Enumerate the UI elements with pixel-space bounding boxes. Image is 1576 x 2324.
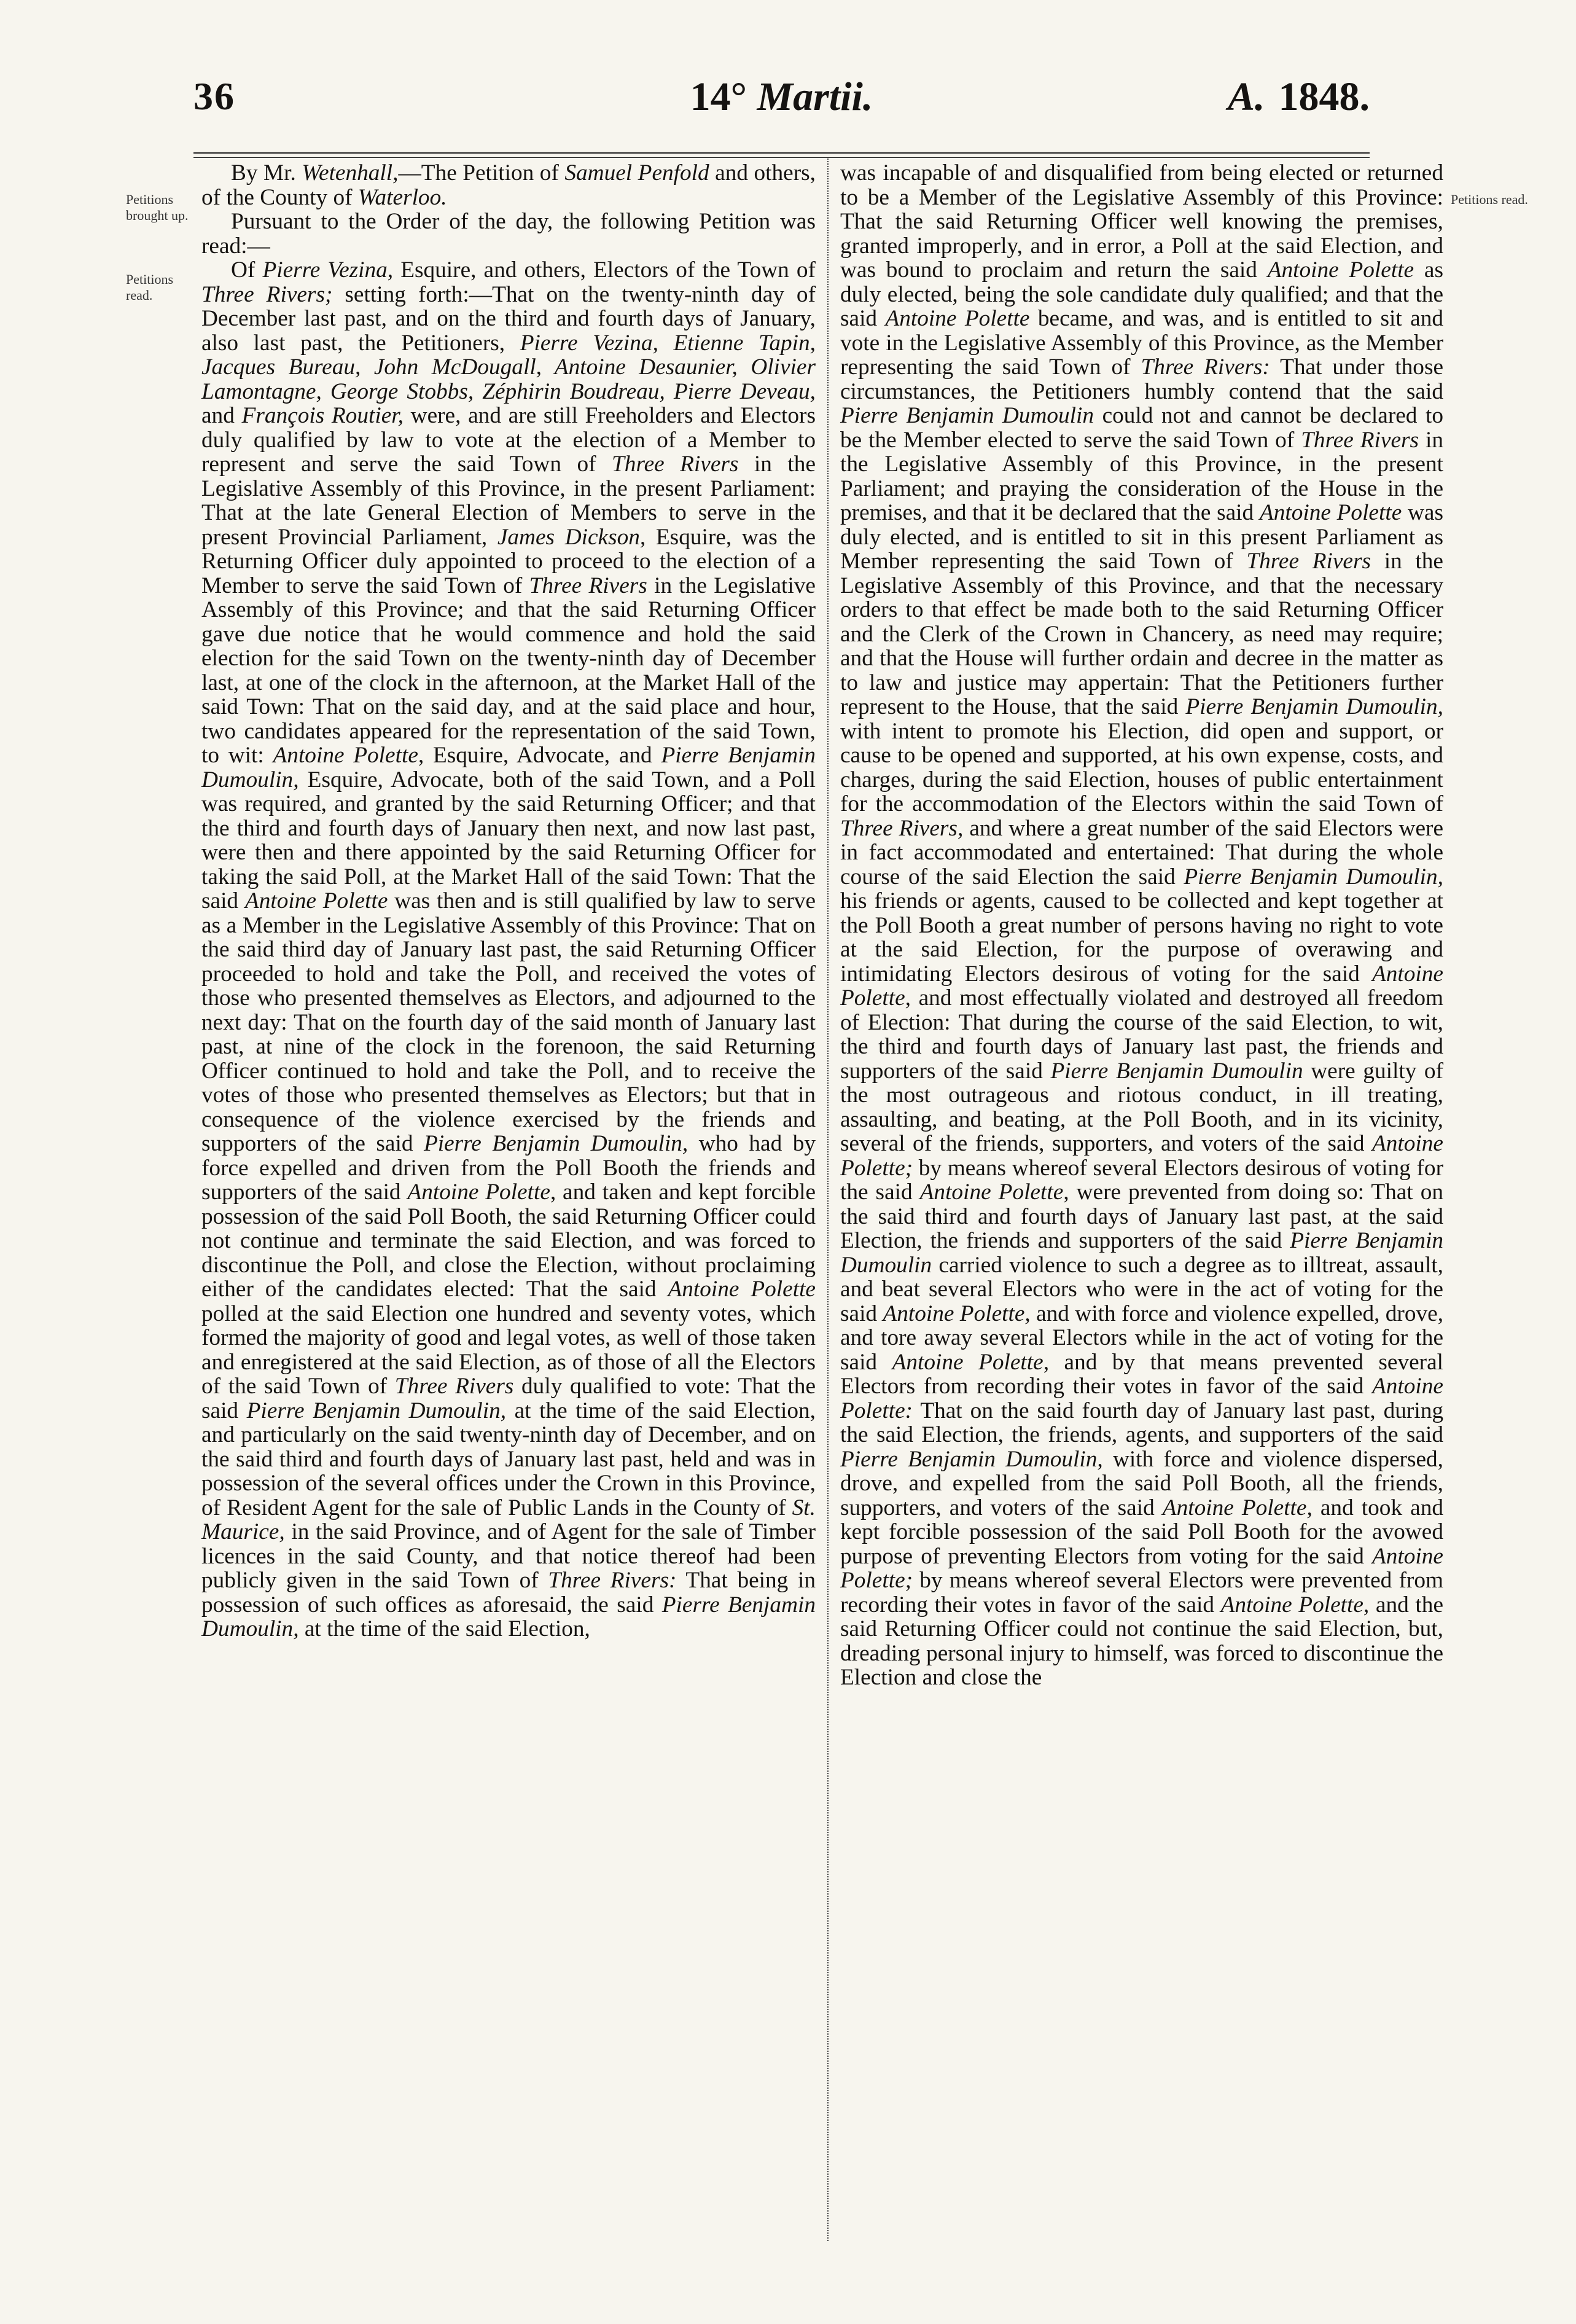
title-day: 14° xyxy=(690,74,747,119)
running-title xyxy=(193,74,1370,120)
header-year xyxy=(1228,74,1370,120)
header-rule xyxy=(193,152,1370,154)
page-number: 36 xyxy=(193,74,235,118)
left-segment-italic-name: François Routier, xyxy=(241,403,404,428)
left-segment-italic-name: Three Rivers xyxy=(394,1374,514,1399)
petition-intro xyxy=(201,161,816,209)
right-segment-text: his friends or agents, caused to be collected and kept together at the Poll Booth a great number of persons having no right to vote at the said Election, for the purpose of overawing and intimidating Electors desirous of voting for the said xyxy=(840,888,1443,987)
right-segment-text: That on the said fourth day of January last past, during the said Election, the friends, agents, and supporters of the said xyxy=(840,1398,1443,1447)
right-segment-italic-name: Antoine Polette xyxy=(1267,257,1414,283)
left-segment-text: at the time of the said Election, xyxy=(298,1616,590,1641)
left-segment-text: polled at the said Election one hundred and seventy votes, which formed the majority of good and legal votes, as well of those taken and enregistered at the said Election, as of those of all the Electors of the said Town of xyxy=(201,1301,816,1399)
right-segment-italic-name: Pierre Benjamin Dumoulin, xyxy=(1185,694,1444,719)
left-segment-italic-name: Pierre Benjamin Dumoulin, xyxy=(201,1592,816,1641)
right-segment-italic-name: Antoine Polette, xyxy=(892,1349,1050,1375)
right-segment-italic-name: Pierre Benjamin Dumoulin, xyxy=(1184,864,1444,890)
right-segment-italic-name: Antoine Polette xyxy=(1259,500,1402,525)
margin-note-petitions-read: Petitions read. xyxy=(126,272,174,303)
right-segment-text: and by that means prevented several Electors from recording their votes in favor of the said xyxy=(840,1349,1443,1399)
left-segment-text: Esquire, was the Returning Officer duly appointed to proceed to the election of a Member to serve the said Town of xyxy=(201,524,816,598)
right-segment-italic-name: Antoine Polette, xyxy=(919,1180,1069,1205)
header-rule-thin xyxy=(193,157,1370,158)
right-segment-text: could not and cannot be declared to be the Member elected to serve the said Town of xyxy=(840,403,1443,453)
left-segment-text: was then and is still qualified by law to serve as a Member in the Legislative Assembly of this Province: That on the said third day of January last past, the said Returning Officer proceeded to hold and take the Poll, and received the votes of those who presented themselves as Electors, and adjourned to the next day: That on the fourth day of the said month of January last past, at nine of the clock in the forenoon, the said Returning Officer continued to hold and take the Poll, and to receive the votes of those who presented themselves as Electors; but that in consequence of the violence exercised by the friends and supporters of the said xyxy=(201,888,816,1156)
year-value: 1848. xyxy=(1278,74,1370,119)
intro-text: —The Petition of xyxy=(398,160,565,186)
right-segment-italic-name: Three Rivers xyxy=(1246,549,1371,574)
right-segment-text: with intent to promote his Election, did open and support, or cause to be opened and supported, at his own expense, costs, and charges, during the said Election, houses of public entertainment for the accommodation of the Electors within the said Town of xyxy=(840,718,1443,816)
right-segment-text: were guilty of the most outrageous and riotous conduct, in ill treating, assaulting, and beating, at the Poll Booth, and in its vicinity, several of the friends, supporters, and voters of the said xyxy=(840,1058,1443,1156)
left-segment-italic-name: Pierre Benjamin Dumoulin, xyxy=(201,743,816,792)
right-segment-text: with force and violence dispersed, drove, and expelled from the said Poll Booth, all the friends, supporters, and voters of the said xyxy=(840,1446,1444,1520)
left-segment-text: in the said Province, and of Agent for the sale of Timber licences in the said County, and that notice thereof had been publicly given in the said Town of xyxy=(201,1519,816,1593)
left-segment-text: were, and are still Freeholders and Electors duly qualified by law to vote at the election of a Member to represent and serve the said Town of xyxy=(201,403,816,477)
right-segment-italic-name: Three Rivers xyxy=(1301,427,1419,453)
right-segment-text: and took and kept forcible possession of the said Poll Booth for the avowed purpose of preventing Electors from voting for the said xyxy=(840,1495,1444,1569)
right-segment-text: became, and was, and is entitled to sit and vote in the Legislative Assembly of this Province, as the Member representing the said Town of xyxy=(840,306,1443,380)
right-segment-italic-name: Antoine Polette, xyxy=(883,1301,1031,1326)
left-segment-italic-name: Three Rivers; xyxy=(201,281,333,307)
left-segment-italic-name: Antoine Polette xyxy=(668,1277,816,1302)
left-segment-text: in the Legislative Assembly of this Province, in the present Parliament: That at the late General Election of Members to serve in the present Provincial Parliament, xyxy=(201,452,816,550)
left-segment-text: setting forth:—That on the twenty-ninth day of December last past, and on the third and fourth days of January, also last past, the Petitioners, xyxy=(201,281,816,356)
petitioner-name: Samuel Penfold xyxy=(564,160,709,186)
right-segment-text: in the Legislative Assembly of this Province, in the present Parliament; and praying the consideration of the House in the premises, and that it be declared that the said xyxy=(840,427,1443,525)
right-segment-text: was incapable of and disqualified from being elected or returned to be a Member of the Legislative Assembly of this Province: That the said Returning Officer well knowing the premises, granted improperly, and in error, a Poll at the said Election, and was bound to proclaim and return the said xyxy=(840,160,1443,283)
right-segment-text: were prevented from doing so: That on the said third and fourth days of January last past, at the said Election, the friends and supporters of the said xyxy=(840,1180,1443,1253)
right-segment-text: and with force and violence expelled, drove, and tore away several Electors while in the act of voting for the said xyxy=(840,1301,1444,1375)
county-name: Waterloo. xyxy=(357,184,447,210)
left-segment-text: Esquire, Advocate, and xyxy=(424,743,661,768)
right-segment-text: and where a great number of the said Electors were in fact accommodated and entertained: That during the whole course of the said Election the said xyxy=(840,815,1444,890)
right-segment-text: was duly elected, and is entitled to sit in this present Parliament as Member representing the said Town of xyxy=(840,500,1443,574)
right-segment-italic-name: Antoine Polette xyxy=(885,306,1030,331)
left-segment-italic-name: Pierre Benjamin Dumoulin, xyxy=(246,1398,507,1423)
right-segment-text: in the Legislative Assembly of this Province, and that the necessary orders to that effect be made both to the said Returning Officer and the Clerk of the Crown in Chancery, as need may require; and that the House will further ordain and decree in the matter as to law and justice may appertain: That the Petitioners further represent to the House, that the said xyxy=(840,549,1443,719)
right-segment-italic-name: Antoine Polette; xyxy=(840,1131,1443,1181)
right-segment-italic-name: Antoine Polette: xyxy=(840,1374,1443,1423)
left-column xyxy=(201,161,816,1641)
left-segment-italic-name: Pierre Vezina, Etienne Tapin, Jacques Bureau, John McDougall, Antoine Desaunier, Olivier Lamontagne, George Stobbs, Zéphirin Boudreau, Pierre Deveau, xyxy=(201,330,816,404)
right-segment-italic-name: Three Rivers: xyxy=(1141,354,1270,380)
page-header xyxy=(193,74,1370,144)
margin-note-petitions-read-right: Petitions read. xyxy=(1451,192,1528,207)
petition-body-left xyxy=(201,258,816,1641)
title-month: Martii. xyxy=(757,74,873,119)
left-segment-text: That being in possession of such offices as aforesaid, the said xyxy=(201,1568,816,1618)
left-segment-italic-name: Three Rivers xyxy=(529,573,647,598)
right-segment-italic-name: Pierre Benjamin Dumoulin xyxy=(840,403,1094,428)
left-segment-italic-name: Antoine Polette, xyxy=(273,743,424,768)
left-segment-text: Esquire, and others, Electors of the Town of xyxy=(393,257,816,283)
order-of-day-paragraph: Pursuant to the Order of the day, the following Petition was read:— xyxy=(201,209,816,259)
right-column xyxy=(840,161,1443,1690)
left-segment-text: and xyxy=(201,403,242,428)
right-segment-italic-name: Antoine Polette, xyxy=(840,961,1443,1011)
left-segment-italic-name: Pierre Benjamin Dumoulin, xyxy=(423,1131,689,1156)
right-segment-text: as duly elected, being the sole candidate duly qualified; and that the said xyxy=(840,257,1443,331)
left-segment-text: at the time of the said Election, and particularly on the said twenty-ninth day of December, and on the said third and fourth days of January last past, held and was in possession of the several offices under the Crown in this Province, of Resident Agent for the sale of Public Lands in the County of xyxy=(201,1398,816,1520)
member-name: Wetenhall, xyxy=(302,160,399,186)
intro-text-2: and others, of the County of xyxy=(201,160,816,210)
petition-body-right xyxy=(840,161,1443,1690)
right-segment-text: by means whereof several Electors were prevented from recording their votes in favor of the said xyxy=(840,1568,1443,1618)
left-segment-italic-name: James Dickson, xyxy=(497,524,646,550)
margin-note-petitions-brought-up: Petitions brought up. xyxy=(126,192,189,223)
right-segment-text: and most effectually violated and destroyed all freedom of Election: That during the course of the said Election, to wit, the third and fourth days of January last past, the friends and supporters of the said xyxy=(840,985,1443,1084)
left-segment-text: duly qualified to vote: That the said xyxy=(201,1374,816,1423)
left-segment-text: in the Legislative Assembly of this Province; and that the said Returning Officer gave due notice that he would commence and hold the said election for the said Town on the twenty-ninth day of December last, at one of the clock in the afternoon, at the Market Hall of the said Town: That on the said day, and at the said place and hour, two candidates appeared for the representation of the said Town, to wit: xyxy=(201,573,816,768)
left-segment-text: and taken and kept forcible possession of the said Poll Booth, the said Returning Officer could not continue and terminate the said Election, and was forced to discontinue the Poll, and close the Election, without proclaiming either of the candidates elected: That the said xyxy=(201,1180,816,1302)
left-segment-text: Of xyxy=(231,257,263,283)
left-segment-italic-name: St. Maurice, xyxy=(201,1495,816,1544)
left-segment-text: who had by force expelled and driven from the Poll Booth the friends and supporters of the said xyxy=(201,1131,816,1205)
right-segment-italic-name: Pierre Benjamin Dumoulin, xyxy=(840,1446,1103,1472)
right-segment-text: That under those circumstances, the Petitioners humbly contend that the said xyxy=(840,354,1444,404)
year-prefix: A. xyxy=(1227,74,1265,119)
right-segment-italic-name: Antoine Polette; xyxy=(840,1543,1443,1593)
right-segment-text: carried violence to such a degree as to illtreat, assault, and beat several Electors who were in the act of voting for the said xyxy=(840,1252,1443,1326)
right-segment-text: and the said Returning Officer could not continue the said Election, but, dreading personal injury to himself, was forced to discontinue the Election and close the xyxy=(840,1592,1443,1690)
right-segment-italic-name: Antoine Polette, xyxy=(1162,1495,1313,1520)
right-segment-italic-name: Pierre Benjamin Dumoulin xyxy=(840,1228,1443,1278)
right-segment-italic-name: Three Rivers, xyxy=(840,815,964,841)
intro-lead: By Mr. xyxy=(231,160,302,186)
left-segment-italic-name: Antoine Polette xyxy=(244,888,388,914)
left-segment-italic-name: Three Rivers xyxy=(612,452,739,477)
right-segment-text: by means whereof several Electors desirous of voting for the said xyxy=(840,1155,1443,1205)
right-segment-italic-name: Pierre Benjamin Dumoulin xyxy=(1050,1058,1303,1084)
column-divider xyxy=(827,158,829,2241)
left-segment-italic-name: Three Rivers: xyxy=(548,1568,677,1593)
left-segment-italic-name: Pierre Vezina, xyxy=(262,257,394,283)
left-segment-italic-name: Antoine Polette, xyxy=(407,1180,556,1205)
left-segment-text: Esquire, Advocate, both of the said Town, and a Poll was required, and granted by the said Returning Officer; and that the third and fourth days of January then next, and now last past, were then and there appointed by the said Returning Officer for taking the said Poll, at the Market Hall of the said Town: That the said xyxy=(201,767,816,914)
right-segment-italic-name: Antoine Polette, xyxy=(1220,1592,1370,1618)
